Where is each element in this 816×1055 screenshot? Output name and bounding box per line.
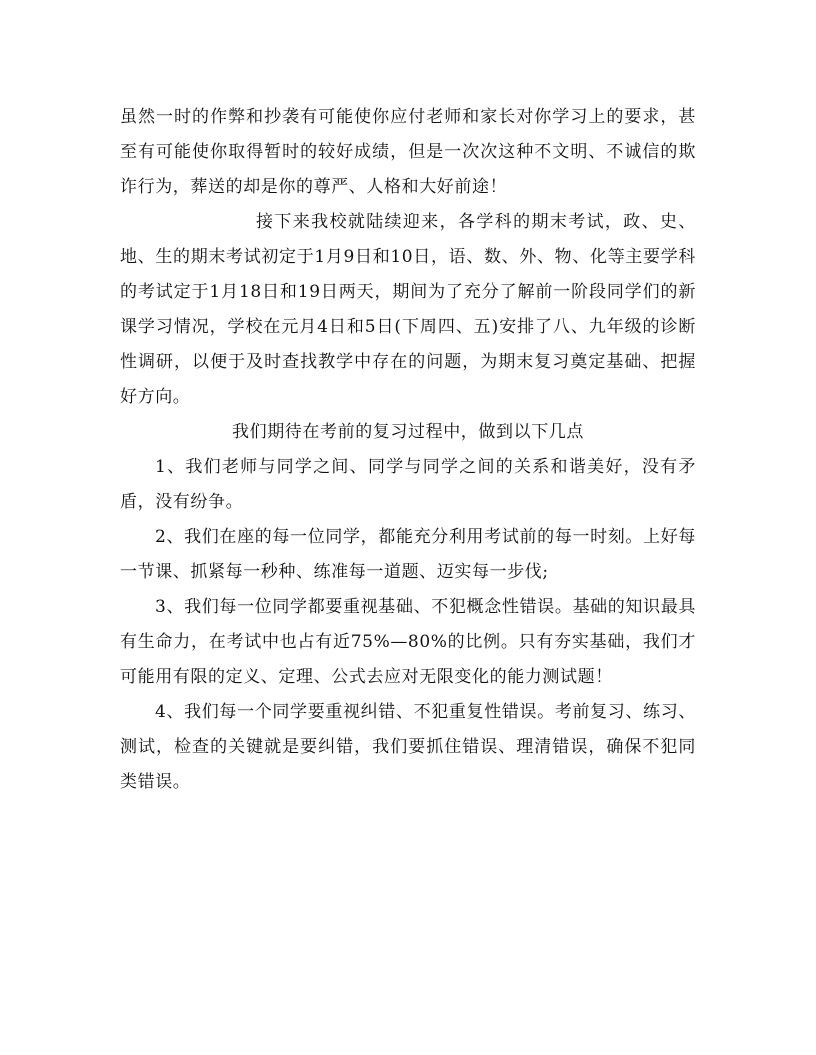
- list-item-2: 2、我们在座的每一位同学，都能充分利用考试前的每一时刻。上好每一节课、抓紧每一秒种、练准每一道题、迈实每一步伐;: [120, 527, 696, 582]
- document-body: [120, 100, 696, 800]
- paragraph-integrity-warning: 虽然一时的作弊和抄袭有可能使你应付老师和家长对你学习上的要求，甚至有可能使你取得暂时的较好成绩，但是一次次这种不文明、不诚信的欺诈行为，葬送的却是你的尊严、人格和大好前途！: [120, 107, 696, 197]
- list-item-3: 3、我们每一位同学都要重视基础、不犯概念性错误。基础的知识最具有生命力，在考试中也占有近75%—80%的比例。只有夯实基础，我们才可能用有限的定义、定理、公式去应对无限变化的能力测试题！: [120, 597, 696, 687]
- section-heading-expectations: 我们期待在考前的复习过程中，做到以下几点: [232, 422, 584, 442]
- list-item-1: 1、我们老师与同学之间、同学与同学之间的关系和谐美好，没有矛盾，没有纷争。: [120, 457, 696, 512]
- list-item-4: 4、我们每一个同学要重视纠错、不犯重复性错误。考前复习、练习、测试，检查的关键就是要纠错，我们要抓住错误、理清错误，确保不犯同类错误。: [120, 702, 696, 792]
- paragraph-exam-schedule: 接下来我校就陆续迎来，各学科的期末考试，政、史、地、生的期末考试初定于1月9日和10日，语、数、外、物、化等主要学科的考试定于1月18日和19日两天，期间为了充分了解前一阶段同学们的新课学习情况，学校在元月4日和5日(下周四、五)安排了八、九年级的诊断性调研，以便于及时查找教学中存在的问题，为期末复习奠定基础、把握好方向。: [120, 212, 696, 407]
